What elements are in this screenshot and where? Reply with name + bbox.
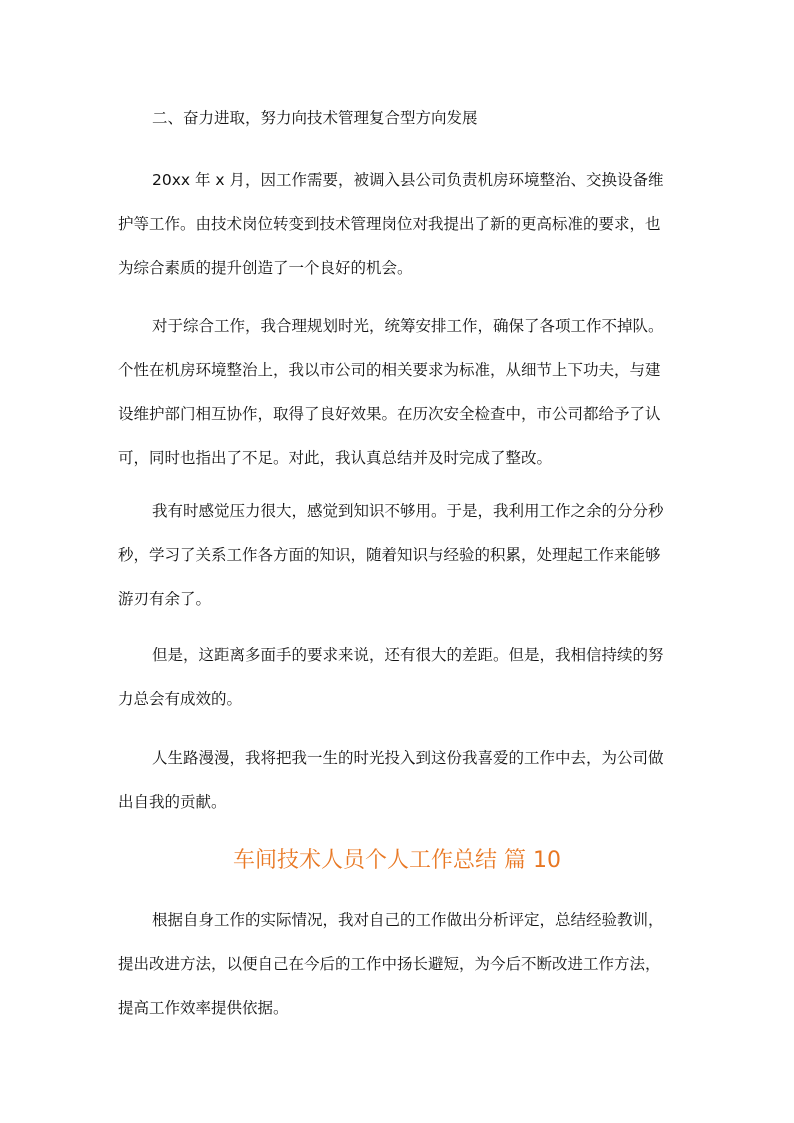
paragraph-line: 提高工作效率提供依据。 — [118, 999, 289, 1017]
paragraph-line: 但是，这距离多面手的要求来说，还有很大的差距。但是，我相信持续的努 — [152, 646, 664, 664]
paragraph-line: 力总会有成效的。 — [118, 690, 243, 708]
subsection-heading: 二、奋力进取，努力向技术管理复合型方向发展 — [152, 109, 478, 127]
paragraph-line: 护等工作。由技术岗位转变到技术管理岗位对我提出了新的更高标准的要求，也 — [118, 215, 661, 233]
paragraph-line: 个性在机房环境整治上，我以市公司的相关要求为标准，从细节上下功夫，与建 — [118, 361, 661, 379]
paragraph-line: 为综合素质的提升创造了一个良好的机会。 — [118, 259, 413, 277]
paragraph-line: 设维护部门相互协作，取得了良好效果。在历次安全检查中，市公司都给予了认 — [118, 405, 661, 423]
paragraph-line: 提出改进方法，以便自己在今后的工作中扬长避短，为今后不断改进工作方法， — [118, 955, 661, 973]
paragraph-line: 根据自身工作的实际情况，我对自己的工作做出分析评定，总结经验教训， — [152, 911, 664, 929]
paragraph-1 — [118, 158, 678, 290]
paragraph-2 — [118, 304, 678, 480]
paragraph-line: 人生路漫漫，我将把我一生的时光投入到这份我喜爱的工作中去，为公司做 — [152, 749, 664, 767]
paragraph-line: 对于综合工作，我合理规划时光，统筹安排工作，确保了各项工作不掉队。 — [152, 317, 664, 335]
paragraph-3 — [118, 489, 678, 621]
paragraph-line: 20xx 年 x 月，因工作需要，被调入县公司负责机房环境整治、交换设备维 — [152, 171, 664, 189]
paragraph-4 — [118, 633, 678, 721]
paragraph-line: 可，同时也指出了不足。对此，我认真总结并及时完成了整改。 — [118, 449, 553, 467]
paragraph-line: 游刃有余了。 — [118, 590, 212, 608]
paragraph-line: 秒，学习了关系工作各方面的知识，随着知识与经验的积累，处理起工作来能够 — [118, 546, 661, 564]
paragraph-line: 我有时感觉压力很大，感觉到知识不够用。于是，我利用工作之余的分分秒 — [152, 502, 664, 520]
section-title: 车间技术人员个人工作总结 篇 10 — [233, 848, 561, 873]
paragraph-line: 出自我的贡献。 — [118, 793, 227, 811]
paragraph-5 — [118, 736, 678, 824]
section-paragraph-1 — [118, 898, 678, 1030]
